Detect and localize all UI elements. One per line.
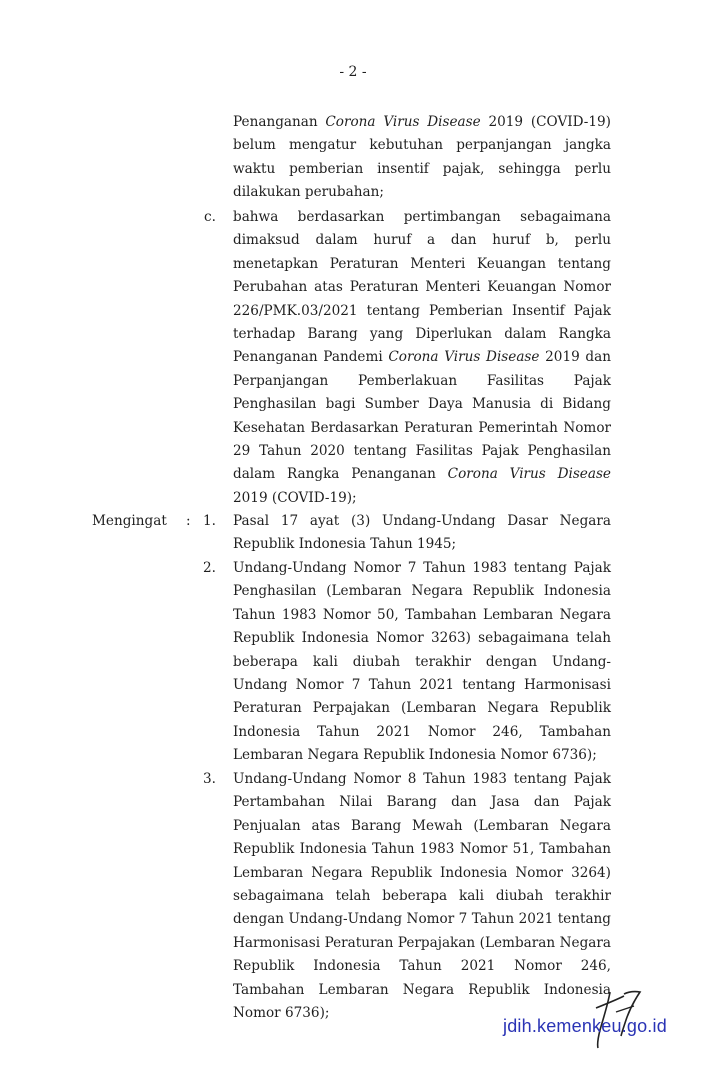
mengingat-item-text: Undang-Undang Nomor 7 Tahun 1983 tentang Pajak Penghasilan (Lembaran Negara Republik Indonesia Tahun 1983 Nomor 50, Tambahan Lembaran Negara Republik Indonesia Nomor 3263) sebagaimana telah beberapa kali diubah terakhir dengan Undang-Undang Nomor 7 Tahun 2021 tentang Harmonisasi Peraturan Perpajakan (Lembaran Negara Republik Indonesia Tahun 2021 Nomor 246, Tambahan Lembaran Negara Republik Indonesia Nomor 6736); [233, 560, 611, 764]
mengingat-label: Mengingat [92, 513, 167, 529]
menimbang-continuation-paragraph: Penanganan Corona Virus Disease 2019 (COVID-19) belum mengatur kebutuhan perpanjangan jangka waktu pemberian insentif pajak, sehingga perlu dilakukan perubahan; [233, 114, 611, 201]
point-c-letter: c. [204, 209, 216, 225]
mengingat-colon: : [186, 513, 191, 529]
footer-watermark[interactable]: jdih.kemenkeu.go.id [503, 1016, 667, 1036]
page-number: - 2 - [339, 64, 367, 80]
point-c-paragraph: bahwa berdasarkan pertimbangan sebagaimana dimaksud dalam huruf a dan huruf b, perlu menetapkan Peraturan Menteri Keuangan tentang Perubahan atas Peraturan Menteri Keuangan Nomor 226/PMK.03/2021 tentang Pemberian Insentif Pajak terhadap Barang yang Diperlukan dalam Rangka Penanganan Pandemi Corona Virus Disease 2019 dan Perpanjangan Pemberlakuan Fasilitas Pajak Penghasilan bagi Sumber Daya Manusia di Bidang Kesehatan Berdasarkan Peraturan Pemerintah Nomor 29 Tahun 2020 tentang Fasilitas Pajak Penghasilan dalam Rangka Penanganan Corona Virus Disease 2019 (COVID-19); [233, 209, 611, 506]
mengingat-item-text: Undang-Undang Nomor 8 Tahun 1983 tentang Pajak Pertambahan Nilai Barang dan Jasa dan Pajak Penjualan atas Barang Mewah (Lembaran Negara Republik Indonesia Tahun 1983 Nomor 51, Tambahan Lembaran Negara Republik Indonesia Nomor 3264) sebagaimana telah beberapa kali diubah terakhir dengan Undang-Undang Nomor 7 Tahun 2021 tentang Harmonisasi Peraturan Perpajakan (Lembaran Negara Republik Indonesia Tahun 2021 Nomor 246, Tambahan Lembaran Negara Republik Indonesia Nomor 6736); [233, 771, 611, 1022]
mengingat-item-text: Pasal 17 ayat (3) Undang-Undang Dasar Negara Republik Indonesia Tahun 1945; [233, 513, 611, 553]
mengingat-item-number: 1. [203, 513, 216, 529]
mengingat-item-number: 3. [203, 771, 216, 787]
mengingat-item-number: 2. [203, 560, 216, 576]
